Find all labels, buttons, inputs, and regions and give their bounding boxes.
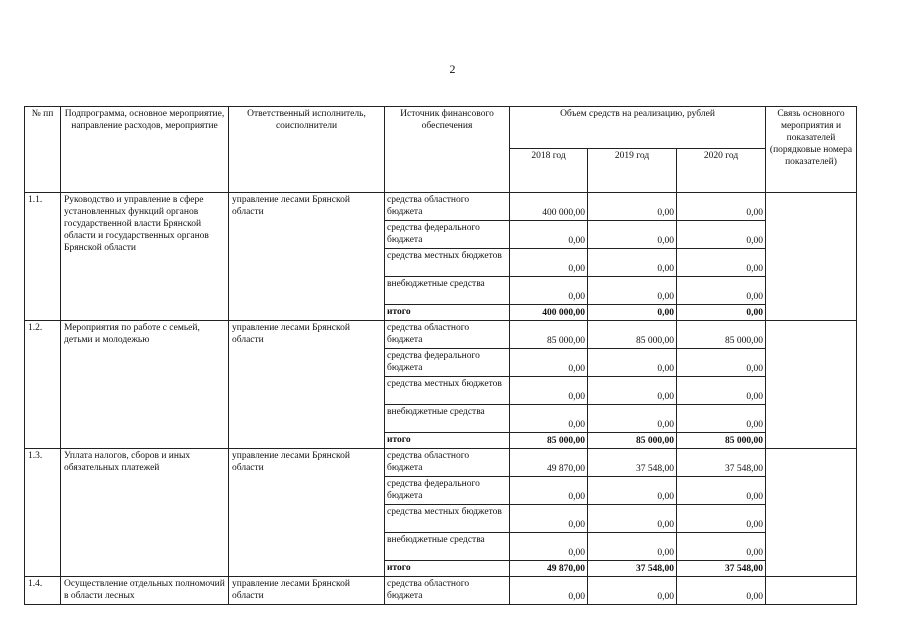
page-number: 2 — [449, 62, 456, 76]
total-label: итого — [385, 433, 510, 449]
amount-2019: 0,00 — [588, 477, 677, 505]
amount-2019: 0,00 — [588, 505, 677, 533]
funding-source: внебюджетные средства — [385, 533, 510, 561]
section-number: 1.3. — [25, 449, 61, 577]
amount-2019: 0,00 — [588, 277, 677, 305]
section-name: Руководство и управление в сфере установленных функций органов государственной власти Брянской области и государственных органов Брянской области — [61, 193, 229, 321]
amount-2020: 0,00 — [677, 505, 766, 533]
funding-source: внебюджетные средства — [385, 405, 510, 433]
amount-2018: 49 870,00 — [510, 449, 588, 477]
amount-2018: 0,00 — [510, 277, 588, 305]
funding-source: средства местных бюджетов — [385, 505, 510, 533]
amount-2020: 0,00 — [677, 221, 766, 249]
amount-2019: 0,00 — [588, 577, 677, 605]
table-body — [25, 193, 857, 605]
total-label: итого — [385, 561, 510, 577]
amount-2019: 0,00 — [588, 249, 677, 277]
funding-source: средства федерального бюджета — [385, 477, 510, 505]
header-source: Источник финансового обеспечения — [385, 107, 510, 193]
amount-2018: 49 870,00 — [510, 561, 588, 577]
section-number: 1.1. — [25, 193, 61, 321]
funding-source: средства областного бюджета — [385, 193, 510, 221]
amount-2019: 0,00 — [588, 221, 677, 249]
funding-source: средства областного бюджета — [385, 321, 510, 349]
header-number: № пп — [25, 107, 61, 193]
amount-2019: 37 548,00 — [588, 561, 677, 577]
section-executor: управление лесами Брянской области — [229, 577, 385, 605]
amount-2018: 0,00 — [510, 249, 588, 277]
header-volume: Объем средств на реализацию, рублей — [510, 107, 766, 149]
amount-2018: 0,00 — [510, 533, 588, 561]
funding-source: внебюджетные средства — [385, 277, 510, 305]
funding-source: средства областного бюджета — [385, 449, 510, 477]
amount-2018: 0,00 — [510, 221, 588, 249]
header-executor: Ответственный исполнитель, соисполнители — [229, 107, 385, 193]
amount-2020: 0,00 — [677, 305, 766, 321]
amount-2020: 0,00 — [677, 249, 766, 277]
total-label: итого — [385, 305, 510, 321]
amount-2020: 37 548,00 — [677, 561, 766, 577]
section-name: Уплата налогов, сборов и иных обязательных платежей — [61, 449, 229, 577]
section-number: 1.2. — [25, 321, 61, 449]
funding-source: средства федерального бюджета — [385, 349, 510, 377]
amount-2019: 85 000,00 — [588, 321, 677, 349]
amount-2020: 0,00 — [677, 277, 766, 305]
amount-2018: 0,00 — [510, 405, 588, 433]
section-executor: управление лесами Брянской области — [229, 193, 385, 321]
amount-2018: 85 000,00 — [510, 321, 588, 349]
amount-2020: 37 548,00 — [677, 449, 766, 477]
amount-2019: 0,00 — [588, 405, 677, 433]
budget-table — [24, 106, 857, 605]
amount-2018: 0,00 — [510, 505, 588, 533]
amount-2020: 0,00 — [677, 405, 766, 433]
amount-2019: 85 000,00 — [588, 433, 677, 449]
amount-2019: 0,00 — [588, 533, 677, 561]
header-program: Подпрограмма, основное мероприятие, направление расходов, мероприятие — [61, 107, 229, 193]
header-year-2018: 2018 год — [510, 149, 588, 193]
amount-2019: 0,00 — [588, 377, 677, 405]
header-link: Связь основного мероприятия и показателей (порядковые номера показателей) — [766, 107, 857, 193]
amount-2019: 0,00 — [588, 305, 677, 321]
amount-2020: 0,00 — [677, 533, 766, 561]
indicator-link — [766, 193, 857, 321]
amount-2020: 85 000,00 — [677, 433, 766, 449]
amount-2018: 0,00 — [510, 577, 588, 605]
section-executor: управление лесами Брянской области — [229, 321, 385, 449]
amount-2018: 400 000,00 — [510, 193, 588, 221]
funding-source: средства областного бюджета — [385, 577, 510, 605]
section-number: 1.4. — [25, 577, 61, 605]
table-row — [25, 321, 857, 349]
amount-2018: 400 000,00 — [510, 305, 588, 321]
funding-source: средства местных бюджетов — [385, 377, 510, 405]
amount-2018: 0,00 — [510, 477, 588, 505]
funding-source: средства федерального бюджета — [385, 221, 510, 249]
indicator-link — [766, 321, 857, 449]
indicator-link — [766, 449, 857, 577]
amount-2019: 0,00 — [588, 349, 677, 377]
table-row — [25, 577, 857, 605]
table-header — [25, 107, 857, 193]
amount-2019: 37 548,00 — [588, 449, 677, 477]
header-year-2020: 2020 год — [677, 149, 766, 193]
amount-2019: 0,00 — [588, 193, 677, 221]
amount-2020: 0,00 — [677, 477, 766, 505]
section-name: Мероприятия по работе с семьей, детьми и молодежью — [61, 321, 229, 449]
amount-2018: 85 000,00 — [510, 433, 588, 449]
amount-2018: 0,00 — [510, 349, 588, 377]
section-name: Осуществление отдельных полномочий в области лесных — [61, 577, 229, 605]
amount-2020: 0,00 — [677, 377, 766, 405]
amount-2020: 0,00 — [677, 577, 766, 605]
table-row — [25, 449, 857, 477]
header-year-2019: 2019 год — [588, 149, 677, 193]
table-row — [25, 193, 857, 221]
amount-2018: 0,00 — [510, 377, 588, 405]
amount-2020: 0,00 — [677, 193, 766, 221]
funding-source: средства местных бюджетов — [385, 249, 510, 277]
indicator-link — [766, 577, 857, 605]
amount-2020: 0,00 — [677, 349, 766, 377]
amount-2020: 85 000,00 — [677, 321, 766, 349]
section-executor: управление лесами Брянской области — [229, 449, 385, 577]
